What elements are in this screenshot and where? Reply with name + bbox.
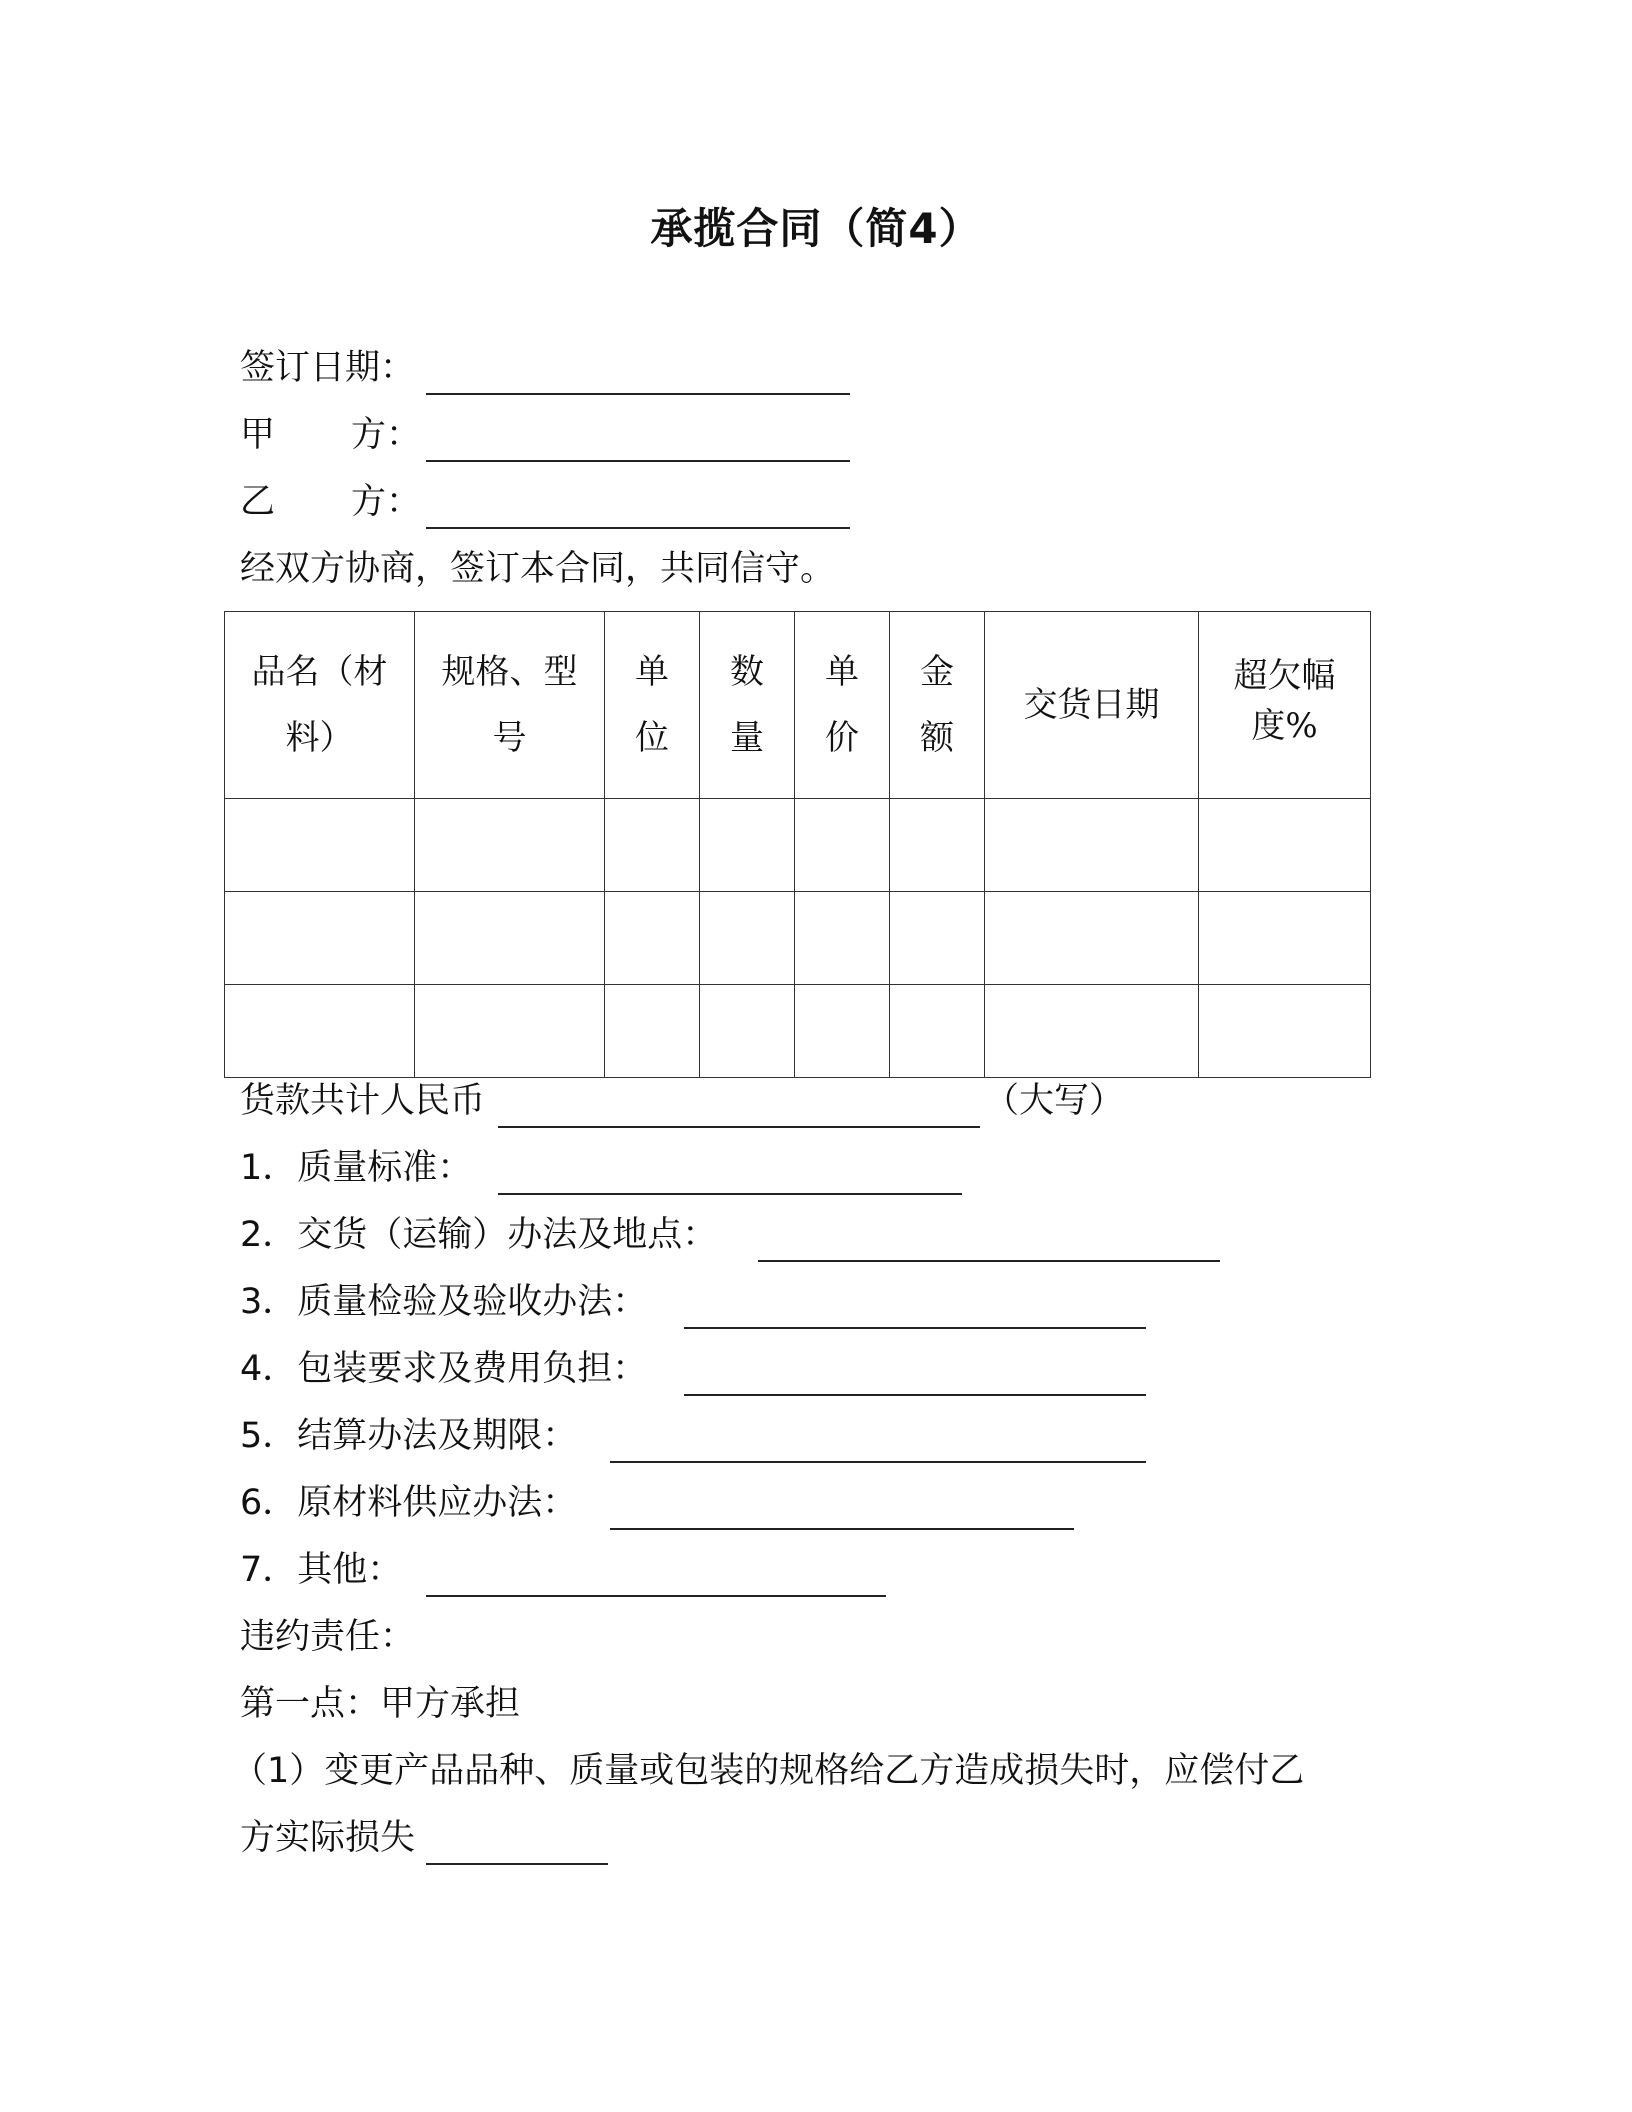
total-label: 货款共计人民币: [240, 1081, 486, 1121]
table-row: [225, 799, 1371, 892]
party-a-label-suffix: 方：: [351, 415, 422, 455]
clause-6: [240, 1481, 577, 1525]
clause-text: 其他：: [297, 1550, 403, 1590]
clause-number: 6．: [240, 1483, 298, 1523]
col-header-tolerance: 超欠幅度%: [1199, 612, 1371, 799]
party-a-label: [240, 413, 421, 457]
clause-2-blank[interactable]: [758, 1260, 1220, 1262]
table-cell[interactable]: [890, 985, 985, 1078]
clause-1: [240, 1146, 472, 1190]
table-cell[interactable]: [700, 985, 795, 1078]
table-row: [225, 985, 1371, 1078]
table-cell[interactable]: [700, 799, 795, 892]
party-a-label-char: 甲: [240, 415, 276, 455]
table-cell[interactable]: [795, 799, 890, 892]
clause-number: 7．: [240, 1550, 298, 1590]
col-header-amount: 金额: [890, 612, 985, 799]
party-a-blank[interactable]: [426, 460, 850, 462]
col-header-delivery-date: 交货日期: [985, 612, 1199, 799]
clause-number: 2．: [240, 1215, 298, 1255]
clause-number: 1．: [240, 1148, 298, 1188]
liability-heading: 违约责任：: [240, 1617, 416, 1657]
total-amount-blank[interactable]: [498, 1126, 980, 1128]
party-b-blank[interactable]: [426, 527, 850, 529]
clause-text: 结算办法及期限：: [297, 1416, 578, 1456]
clause-4: [240, 1347, 647, 1391]
table-cell[interactable]: [985, 892, 1199, 985]
party-b-label-suffix: 方：: [351, 482, 422, 522]
table-cell[interactable]: [225, 892, 415, 985]
table-cell[interactable]: [1199, 985, 1371, 1078]
sign-date-blank[interactable]: [426, 393, 850, 395]
table-cell[interactable]: [700, 892, 795, 985]
table-cell[interactable]: [225, 799, 415, 892]
table-cell[interactable]: [795, 985, 890, 1078]
sign-date-label: 签订日期：: [240, 348, 416, 388]
col-header-product-name: 品名（材料）: [225, 612, 415, 799]
table-cell[interactable]: [1199, 799, 1371, 892]
clause-4-blank[interactable]: [684, 1394, 1146, 1396]
table-cell[interactable]: [415, 985, 605, 1078]
col-header-unit-price: 单价: [795, 612, 890, 799]
col-header-spec-model: 规格、型号: [415, 612, 605, 799]
table-cell[interactable]: [795, 892, 890, 985]
total-suffix: （大写）: [984, 1081, 1125, 1121]
table-header-row: [225, 612, 1371, 799]
col-header-unit: 单位: [605, 612, 700, 799]
table-cell[interactable]: [890, 892, 985, 985]
clause-6-blank[interactable]: [610, 1528, 1074, 1530]
clause-text: 原材料供应办法：: [297, 1483, 578, 1523]
party-b-label-char: 乙: [240, 482, 276, 522]
table-cell[interactable]: [225, 985, 415, 1078]
clause-1-blank[interactable]: [498, 1193, 962, 1195]
clause-number: 4．: [240, 1349, 298, 1389]
table-cell[interactable]: [985, 799, 1199, 892]
col-header-quantity: 数量: [700, 612, 795, 799]
table-cell[interactable]: [415, 799, 605, 892]
clause-2: [240, 1213, 717, 1257]
clause-number: 5．: [240, 1416, 298, 1456]
party-b-label: [240, 480, 421, 524]
table-cell[interactable]: [1199, 892, 1371, 985]
goods-table: [224, 611, 1371, 1078]
liability-point-1: 第一点：甲方承担: [240, 1684, 521, 1724]
clause-5: [240, 1414, 577, 1458]
clause-text: 交货（运输）办法及地点：: [297, 1215, 718, 1255]
actual-loss-blank[interactable]: [426, 1863, 608, 1865]
clause-text: 质量检验及验收办法：: [297, 1282, 648, 1322]
table-cell[interactable]: [605, 985, 700, 1078]
table-cell[interactable]: [890, 799, 985, 892]
clause-3: [240, 1280, 647, 1324]
clause-7: [240, 1548, 402, 1592]
table-cell[interactable]: [985, 985, 1199, 1078]
clause-text: 质量标准：: [297, 1148, 473, 1188]
clause-number: 3．: [240, 1282, 298, 1322]
table-row: [225, 892, 1371, 985]
liability-item-1-line-1: （1）变更产品品种、质量或包装的规格给乙方造成损失时，应偿付乙: [232, 1751, 1305, 1791]
clause-3-blank[interactable]: [684, 1327, 1146, 1329]
intro-text: 经双方协商，签订本合同，共同信守。: [240, 549, 836, 589]
clause-5-blank[interactable]: [610, 1461, 1146, 1463]
table-cell[interactable]: [605, 892, 700, 985]
clause-text: 包装要求及费用负担：: [297, 1349, 648, 1389]
table-cell[interactable]: [415, 892, 605, 985]
clause-7-blank[interactable]: [426, 1595, 886, 1597]
liability-item-1-line-2: 方实际损失: [240, 1818, 416, 1858]
table-cell[interactable]: [605, 799, 700, 892]
document-title: 承揽合同（简4）: [650, 204, 982, 253]
